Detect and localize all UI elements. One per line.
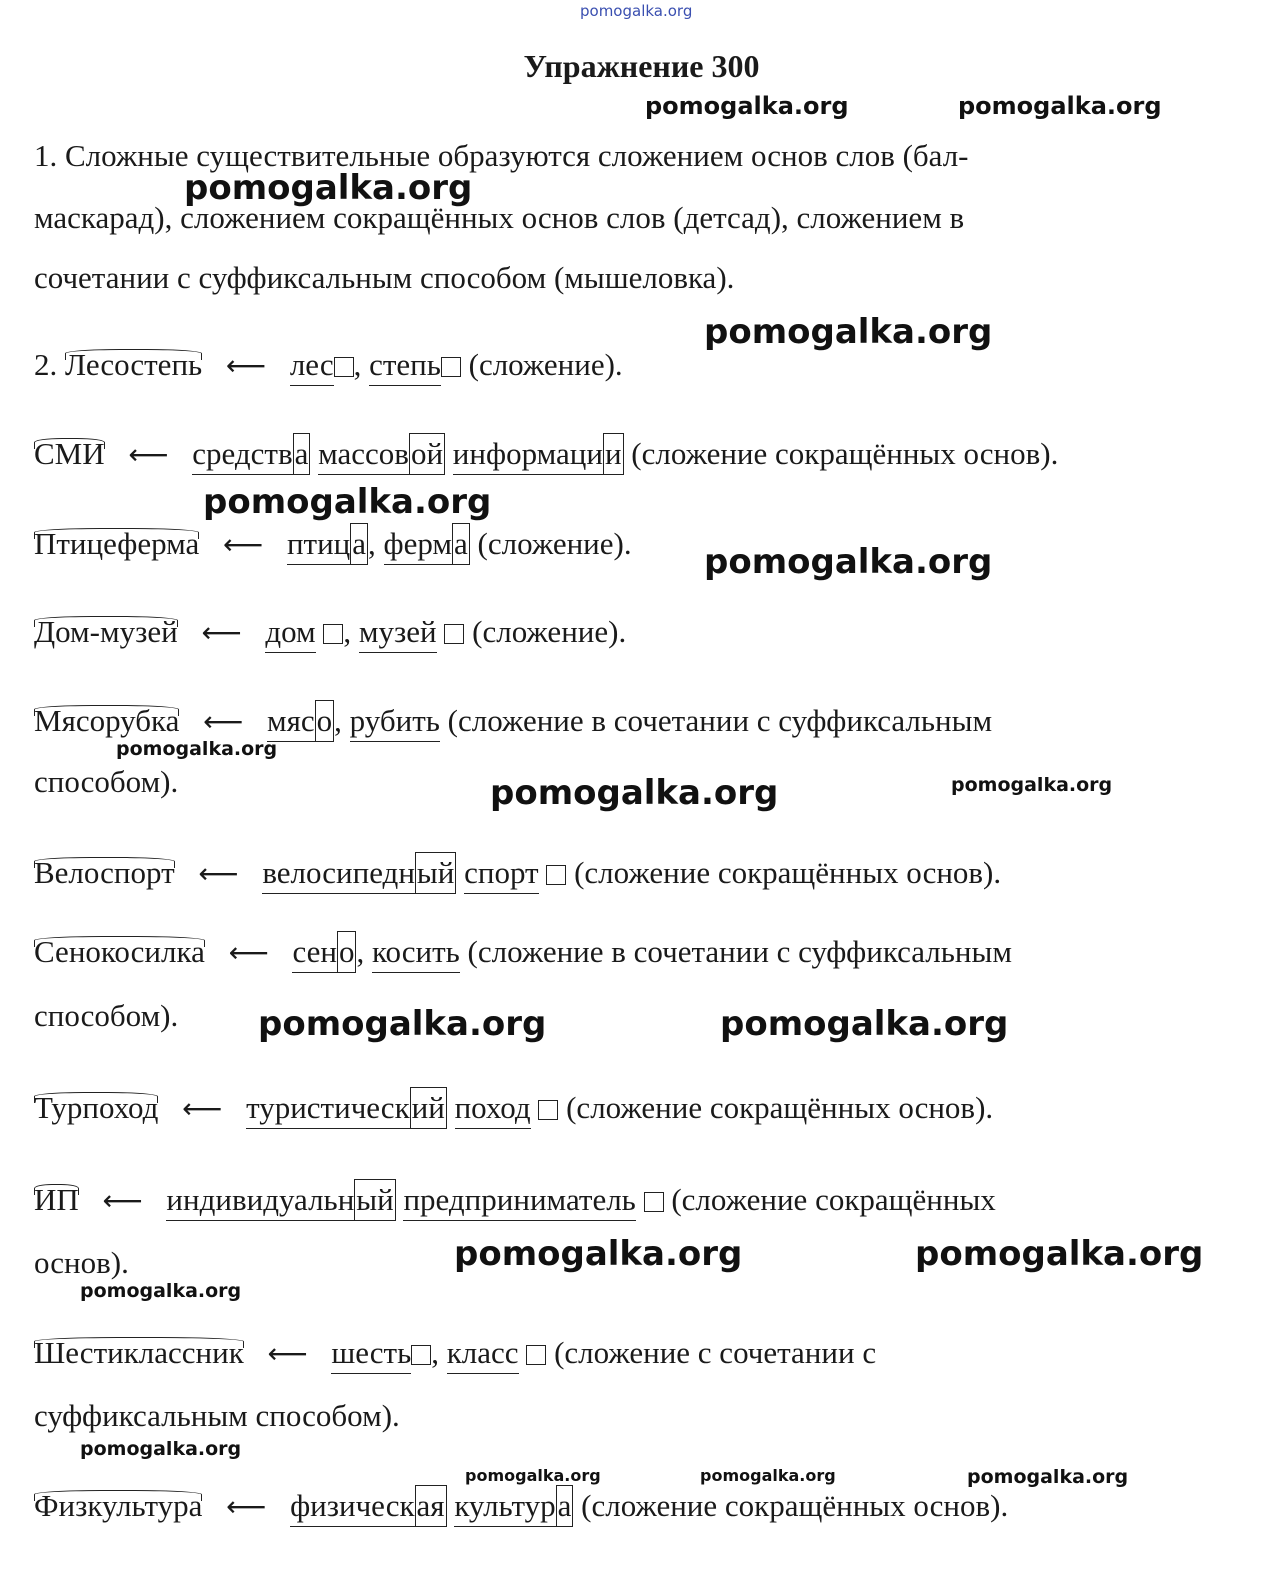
arrow-icon: ⟵ (128, 438, 169, 471)
method-note: (сложение сокращённых основ). (574, 855, 1002, 890)
site-watermark-top: pomogalka.org (580, 2, 693, 20)
compound-word: Физкультура (34, 1486, 202, 1526)
source-stem: рубить (350, 701, 440, 742)
analysis-line-senokosilka (34, 931, 1012, 973)
arrow-icon: ⟵ (223, 528, 264, 561)
compound-word: Велоспорт (34, 853, 175, 893)
method-note: (сложение сокращённых основ). (566, 1090, 994, 1125)
separator: , (353, 347, 370, 382)
zero-ending-icon (441, 357, 461, 377)
compound-word: Мясорубка (34, 701, 179, 741)
method-note: (сложение сокращённых основ). (631, 436, 1059, 471)
source-stem: птиц (287, 524, 350, 565)
analysis-line-continuation: суффиксальным способом). (34, 1398, 400, 1433)
paragraph-1-line-2: маскарад), сложением сокращённых основ слов (детсад), сложением в (34, 200, 965, 235)
arrow-icon: ⟵ (102, 1184, 143, 1217)
ending: о (315, 700, 335, 742)
ending: ый (415, 852, 456, 894)
analysis-line-myasorubka (34, 700, 992, 742)
arrow-icon: ⟵ (203, 705, 244, 738)
watermark: pomogalka.org (645, 92, 849, 120)
compound-word: Турпоход (34, 1088, 158, 1128)
arrow-icon: ⟵ (198, 857, 239, 890)
ending: ый (354, 1179, 395, 1221)
method-note: (сложение сокращённых основ). (581, 1488, 1009, 1523)
method-note: (сложение в сочетании с суффиксальным (467, 934, 1012, 969)
watermark: pomogalka.org (720, 1004, 1009, 1044)
source-stem: мяс (267, 701, 315, 742)
source-stem: класс (447, 1333, 519, 1374)
source-stem: туристическ (246, 1088, 410, 1129)
arrow-icon: ⟵ (267, 1337, 308, 1370)
separator: , (334, 703, 350, 738)
watermark: pomogalka.org (704, 312, 993, 352)
method-note: (сложение). (472, 614, 627, 649)
source-stem: шесть (331, 1333, 411, 1374)
separator: , (431, 1335, 447, 1370)
source-stem: ферм (384, 524, 453, 565)
analysis-line-shestiklassnik (34, 1333, 876, 1374)
zero-ending-icon (546, 865, 566, 885)
ending: и (603, 433, 624, 475)
compound-word: Птицеферма (34, 524, 199, 564)
watermark: pomogalka.org (454, 1234, 743, 1274)
compound-word: Лесостепь (65, 345, 202, 385)
analysis-line-fizkultura (34, 1485, 1008, 1527)
compound-word: Сенокосилка (34, 932, 205, 972)
watermark: pomogalka.org (116, 738, 278, 760)
method-note: (сложение). (477, 526, 632, 561)
ending: а (350, 523, 368, 565)
paragraph-1-line-3: сочетании с суффиксальным способом (мышеловка). (34, 260, 735, 295)
ending: ая (415, 1485, 447, 1527)
exercise-title: Упражнение 300 (523, 48, 760, 84)
compound-word: Дом-музей (34, 612, 178, 652)
method-note: (сложение в сочетании с суффиксальным (447, 703, 993, 738)
watermark: pomogalka.org (465, 1466, 601, 1485)
source-stem: культур (454, 1486, 555, 1527)
watermark: pomogalka.org (704, 542, 993, 582)
zero-ending-icon (538, 1100, 558, 1120)
watermark: pomogalka.org (915, 1234, 1204, 1274)
analysis-line-smi (34, 433, 1058, 475)
watermark: pomogalka.org (203, 482, 492, 522)
ending: ий (410, 1087, 447, 1129)
watermark: pomogalka.org (951, 774, 1113, 796)
analysis-line-ip (34, 1179, 996, 1221)
watermark: pomogalka.org (700, 1466, 836, 1485)
watermark: pomogalka.org (258, 1004, 547, 1044)
source-stem: косить (372, 932, 460, 973)
watermark: pomogalka.org (80, 1280, 242, 1302)
zero-ending-icon (526, 1345, 546, 1365)
analysis-line-dom-muzej (34, 612, 626, 653)
analysis-line-pticeferma (34, 523, 632, 565)
arrow-icon: ⟵ (225, 349, 267, 382)
ending: ой (409, 433, 445, 475)
zero-ending-icon (323, 624, 343, 644)
source-stem: степь (369, 345, 441, 386)
source-stem: информаци (453, 434, 603, 475)
source-stem: индивидуальн (166, 1180, 354, 1221)
arrow-icon: ⟵ (226, 1490, 267, 1523)
method-note: (сложение сокращённых (671, 1182, 996, 1217)
source-stem: спорт (464, 853, 539, 894)
watermark: pomogalka.org (490, 773, 779, 813)
watermark: pomogalka.org (967, 1466, 1129, 1488)
compound-word: ИП (34, 1180, 79, 1220)
zero-ending-icon (411, 1345, 431, 1365)
source-stem: поход (455, 1088, 531, 1129)
analysis-line-continuation: основ). (34, 1245, 129, 1280)
zero-ending-icon (444, 624, 464, 644)
item-number: 2. (34, 347, 65, 382)
watermark: pomogalka.org (80, 1438, 242, 1460)
compound-word: Шестиклассник (34, 1333, 244, 1373)
arrow-icon: ⟵ (228, 936, 269, 969)
analysis-line-continuation: способом). (34, 998, 179, 1033)
paragraph-1-line-1: 1. Сложные существительные образуются сложением основ слов (бал- (34, 138, 969, 173)
separator: , (343, 614, 359, 649)
watermark: pomogalka.org (184, 168, 473, 208)
source-stem: предприниматель (403, 1180, 635, 1221)
method-note: (сложение с сочетании с (554, 1335, 877, 1370)
ending: а (293, 433, 311, 475)
ending: о (337, 931, 357, 973)
zero-ending-icon (334, 357, 354, 377)
ending: а (452, 523, 470, 565)
zero-ending-icon (644, 1192, 664, 1212)
source-stem: средств (192, 434, 292, 475)
watermark: pomogalka.org (958, 92, 1162, 120)
compound-word: СМИ (34, 434, 105, 474)
method-note: (сложение). (468, 347, 623, 382)
source-stem: сен (292, 932, 337, 973)
analysis-line-lesostep (34, 345, 623, 386)
separator: , (356, 934, 372, 969)
source-stem: велосипедн (262, 853, 415, 894)
source-stem: лес (290, 345, 334, 386)
source-stem: музей (359, 612, 437, 653)
ending: а (556, 1485, 574, 1527)
analysis-line-turpohod (34, 1087, 993, 1129)
separator: , (368, 526, 384, 561)
source-stem: массов (318, 434, 409, 475)
arrow-icon: ⟵ (201, 616, 242, 649)
source-stem: физическ (290, 1486, 414, 1527)
analysis-line-velosport (34, 852, 1001, 894)
source-stem: дом (265, 612, 315, 653)
analysis-line-continuation: способом). (34, 764, 179, 799)
arrow-icon: ⟵ (182, 1092, 223, 1125)
